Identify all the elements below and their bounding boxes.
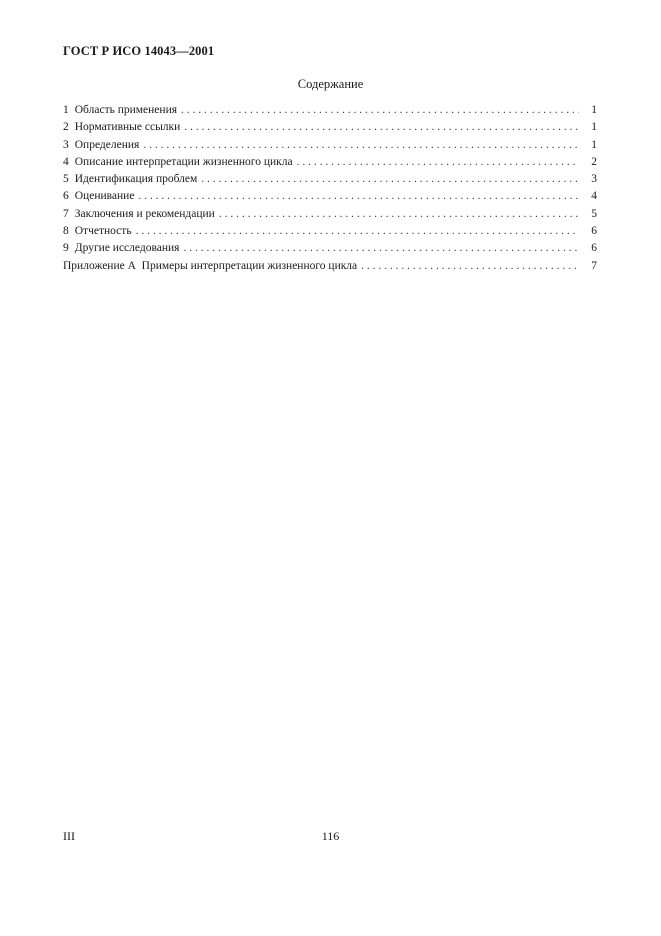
toc-item-label: Описание интерпретации жизненного цикла xyxy=(74,155,293,168)
toc-item-number: 3 xyxy=(63,138,69,151)
toc-item-label: Отчетность xyxy=(74,225,132,238)
toc-leader-dots xyxy=(183,242,579,254)
toc-item-label: Определения xyxy=(74,138,140,151)
toc-item-number: 1 xyxy=(63,104,69,116)
toc-item-page: 1 xyxy=(591,121,597,134)
toc-item-label: Нормативные ссылки xyxy=(74,121,181,134)
toc-item[interactable] xyxy=(63,156,597,173)
toc-leader-dots xyxy=(219,208,579,220)
toc-item-page: 2 xyxy=(591,155,597,168)
toc-item[interactable] xyxy=(63,121,597,138)
toc-item-page: 1 xyxy=(591,138,597,151)
toc-item-page: 4 xyxy=(591,190,597,203)
toc-item-label: Область применения xyxy=(74,104,178,116)
footer-roman-page-number: III xyxy=(63,829,75,843)
document-header: ГОСТ Р ИСО 14043—2001 xyxy=(63,44,215,58)
toc-item-label: Приложение А Примеры интерпретации жизненного цикла xyxy=(63,259,358,272)
toc-item-page: 7 xyxy=(591,259,597,272)
toc-item-page: 5 xyxy=(591,207,597,220)
toc-item-number: 4 xyxy=(63,155,69,168)
toc-title: Содержание xyxy=(297,77,364,91)
toc-leader-dots xyxy=(361,260,579,272)
toc-item-page: 3 xyxy=(591,173,597,186)
toc-leader-dots xyxy=(184,121,579,133)
toc-item-number: 9 xyxy=(63,242,69,255)
toc-item[interactable] xyxy=(63,173,597,190)
footer-page-number: 116 xyxy=(321,829,340,843)
table-of-contents xyxy=(63,104,597,277)
toc-item-label: Заключения и рекомендации xyxy=(74,207,215,220)
toc-item-page: 6 xyxy=(591,225,597,238)
toc-item[interactable] xyxy=(63,225,597,242)
toc-item-number: 6 xyxy=(63,190,69,203)
toc-item-number: 7 xyxy=(63,207,69,220)
toc-item[interactable] xyxy=(63,208,597,225)
toc-item[interactable] xyxy=(63,242,597,259)
toc-leader-dots xyxy=(181,104,579,116)
toc-item-page: 1 xyxy=(591,104,597,116)
toc-item-label: Идентификация проблем xyxy=(74,173,198,186)
toc-leader-dots xyxy=(201,173,579,185)
toc-item[interactable] xyxy=(63,190,597,207)
toc-item-page: 6 xyxy=(591,242,597,255)
toc-item[interactable] xyxy=(63,139,597,156)
toc-item-label: Другие исследования xyxy=(74,242,180,255)
toc-item-number: 2 xyxy=(63,121,69,134)
toc-leader-dots xyxy=(136,225,579,237)
toc-leader-dots xyxy=(143,139,579,151)
toc-item-number: 5 xyxy=(63,173,69,186)
toc-item-appendix[interactable] xyxy=(63,260,597,277)
toc-item[interactable] xyxy=(63,104,597,121)
toc-item-number: 8 xyxy=(63,225,69,238)
toc-leader-dots xyxy=(297,156,579,168)
toc-leader-dots xyxy=(138,190,579,202)
toc-item-label: Оценивание xyxy=(74,190,135,203)
